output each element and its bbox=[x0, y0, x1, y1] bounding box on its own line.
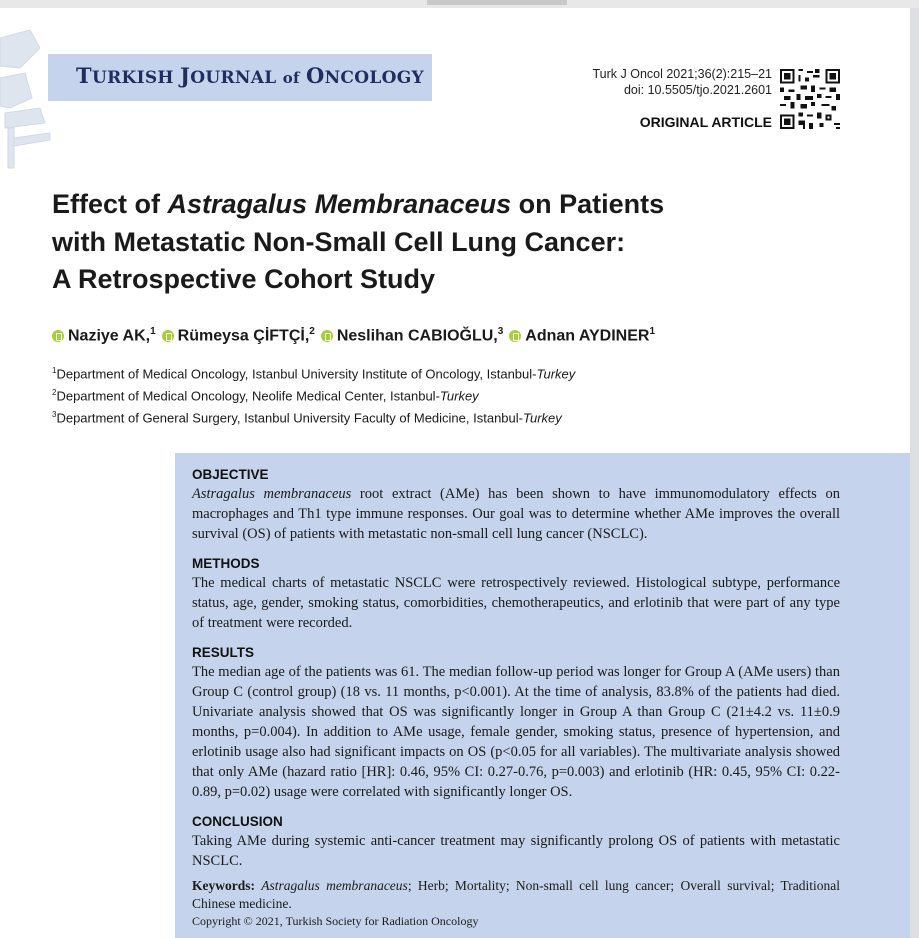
citation-info bbox=[592, 66, 772, 98]
title-line-1: Effect of Astragalus Membranaceus on Patients bbox=[52, 189, 665, 219]
methods-text: The medical charts of metastatic NSCLC were retrospectively reviewed. Histological subtype, performance status, age, gender, smoking status, comorbidities, chemotherapeutics, and erlotinib that were part of any type of treatment were recorded. bbox=[192, 575, 840, 631]
objective-text: Astragalus membranaceus root extract (AMe) has been shown to have immunomodulatory effects on macrophages and Th1 type immune responses. Our goal was to determine whether AMe improves the overall survival (OS) of patients with metastatic non-small cell lung cancer (NSCLC). bbox=[192, 486, 840, 542]
abstract-content bbox=[192, 466, 840, 929]
viewer-tab[interactable] bbox=[427, 0, 567, 5]
journal-logo-watermark bbox=[0, 28, 70, 178]
conclusion-text: Taking AMe during systemic anti-cancer treatment may significantly prolong OS of patients with metastatic NSCLC. bbox=[192, 833, 840, 869]
orcid-icon[interactable] bbox=[509, 330, 521, 342]
article-title bbox=[52, 186, 752, 299]
viewer-scrollbar-gutter[interactable] bbox=[910, 8, 919, 938]
affiliation-item: $^1$Department of Medical Oncology, Istanbul University Institute of Oncology, Istanbul-Turkey bbox=[52, 366, 576, 382]
affiliations bbox=[52, 362, 575, 427]
results-heading: RESULTS bbox=[192, 645, 255, 660]
author-name: Rümeysa ÇİFTÇİ,$^2$ bbox=[177, 326, 315, 345]
keywords: Keywords: Astragalus membranaceus; Herb; Mortality; Non-small cell lung cancer; Overall survival; Traditional Chinese medicine. bbox=[192, 878, 840, 911]
objective-heading: OBJECTIVE bbox=[192, 467, 269, 482]
author-name: Adnan AYDINER$^1$ bbox=[525, 326, 656, 345]
methods-heading: METHODS bbox=[192, 556, 260, 571]
author-name: Naziye AK,$^1$ bbox=[68, 326, 156, 345]
citation-doi[interactable]: doi: 10.5505/tjo.2021.2601 bbox=[623, 83, 772, 97]
article-type: ORIGINAL ARTICLE bbox=[639, 114, 772, 130]
author-name: Neslihan CABIOĞLU,$^3$ bbox=[336, 326, 504, 345]
affiliation-item: $^3$Department of General Surgery, Istanbul University Faculty of Medicine, Istanbul-Turkey bbox=[52, 409, 562, 425]
qr-code-icon bbox=[780, 69, 840, 129]
pdf-page bbox=[0, 8, 910, 938]
title-line-3: A Retrospective Cohort Study bbox=[52, 264, 436, 294]
orcid-icon[interactable] bbox=[321, 330, 333, 342]
copyright-notice: Copyright © 2021, Turkish Society for Radiation Oncology bbox=[192, 914, 479, 928]
journal-title: TURKISH JOURNAL of ONCOLOGY bbox=[76, 63, 424, 88]
title-line-2: with Metastatic Non-Small Cell Lung Cancer: bbox=[52, 226, 626, 257]
orcid-icon[interactable] bbox=[52, 330, 64, 342]
affiliation-item: $^2$Department of Medical Oncology, Neolife Medical Center, Istanbul-Turkey bbox=[52, 387, 479, 404]
results-text: The median age of the patients was 61. The median follow-up period was longer for Group A (AMe users) than Group C (control group) (18 vs. 11 months, p<0.001). At the time of analysis, 83.8% of the patients had died. Univariate analysis showed that OS was significantly longer in Group A than Group C (21±4.2 vs. 11±0.9 months, p=0.004). In addition to AMe usage, female gender, smoking status, presence of hypertension, and erlotinib usage also had significant impacts on OS (p<0.05 for all variables). The multivariate analysis showed that only AMe (hazard ratio [HR]: 0.46, 95% CI: 0.27-0.76, p=0.003) and erlotinib (HR: 0.45, 95% CI: 0.22-0.89, p=0.02) usage were correlated with significantly longer OS. bbox=[192, 664, 840, 800]
conclusion-heading: CONCLUSION bbox=[192, 814, 283, 829]
abstract-box bbox=[175, 453, 910, 938]
author-list bbox=[52, 326, 661, 345]
citation-volume: Turk J Oncol 2021;36(2):215–21 bbox=[592, 67, 772, 81]
orcid-icon[interactable] bbox=[162, 330, 174, 342]
